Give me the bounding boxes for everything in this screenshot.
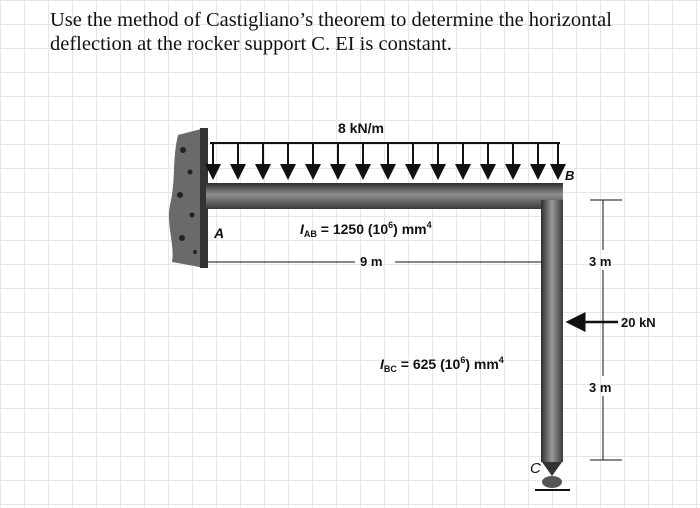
iab-sub: AB [303,229,317,239]
iab-unit-exp: 4 [426,220,432,230]
ibc-sub: BC [383,364,397,374]
ibc-rest: = 625 (10 [396,356,461,372]
span-label: 9 m [360,254,383,269]
fixed-support-wall [169,128,208,268]
ibc-exp: 6 [460,355,466,365]
dim-upper-label: 3 m [589,254,612,269]
distributed-load [210,143,560,178]
point-b-label: B [565,168,575,183]
iab-main: I [300,221,304,237]
iab-exp: 6 [388,220,394,230]
ibc-main: I [380,356,384,372]
point-a-label: A [214,225,225,241]
point-c-label: C [530,460,541,477]
ibc-unit-exp: 4 [498,355,504,365]
iab-label [300,220,432,239]
beam-ab [206,183,563,209]
ibc-label [380,355,504,374]
column-bc [541,200,563,462]
problem-line-2: deflection at the rocker support C. EI is constant. [50,33,452,55]
iab-rest: = 1250 (10 [316,221,389,237]
load-label: 8 kN/m [338,120,384,136]
problem-line-1: Use the method of Castigliano’s theorem to determine the horizontal [50,9,612,31]
iab-unit: ) mm [393,221,427,237]
force-label: 20 kN [621,315,656,330]
height-dimension [590,200,622,460]
dim-lower-label: 3 m [589,380,612,395]
ibc-unit: ) mm [465,356,499,372]
